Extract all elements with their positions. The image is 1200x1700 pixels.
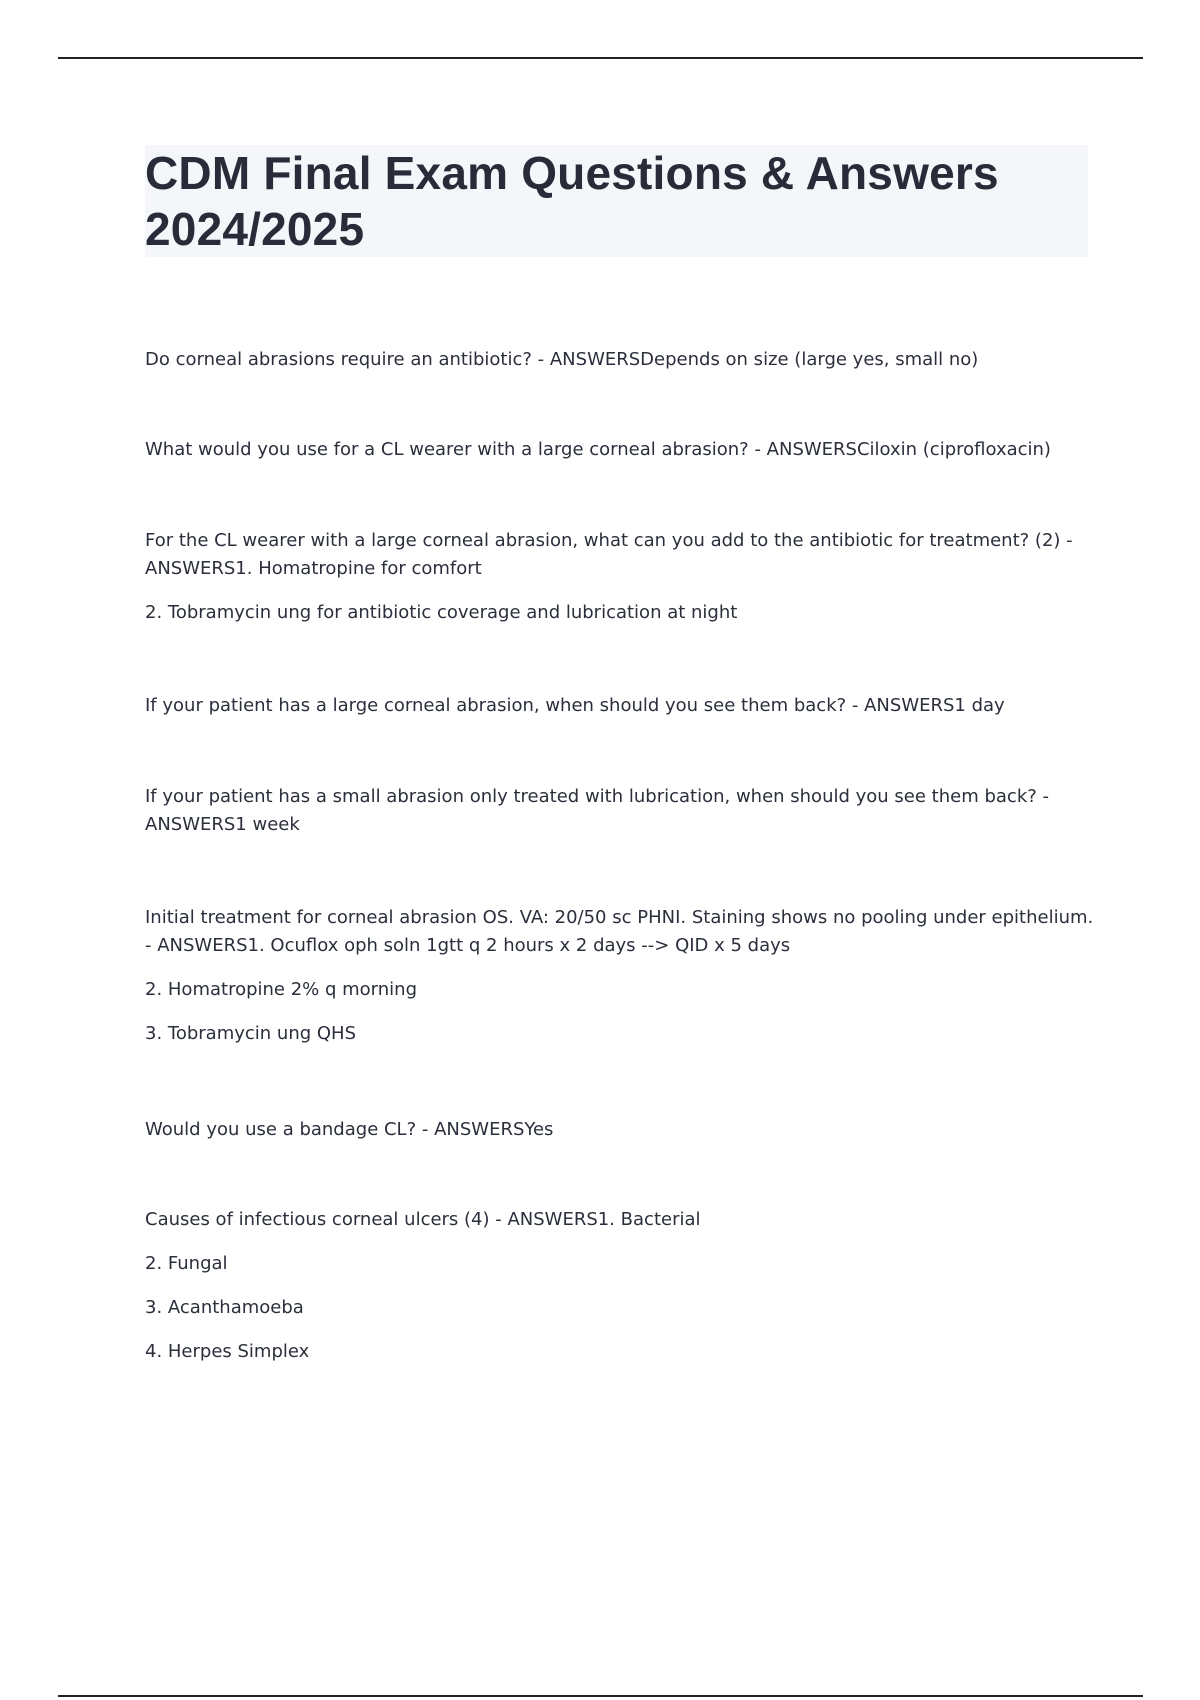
qa-item-7	[145, 1116, 553, 1144]
qa-line: Do corneal abrasions require an antibiotic? - ANSWERSDepends on size (large yes, small no)	[145, 349, 979, 370]
qa-line: 2. Homatropine 2% q morning	[145, 979, 418, 1000]
qa-item-3	[145, 527, 1095, 627]
qa-line: Would you use a bandage CL? - ANSWERSYes	[145, 1119, 554, 1140]
qa-item-1	[145, 346, 978, 374]
qa-line: For the CL wearer with a large corneal abrasion, what can you add to the antibiotic for treatment? (2) - ANSWERS1. Homatropine for comfort	[145, 530, 1073, 579]
bottom-rule	[58, 1695, 1143, 1697]
qa-item-6	[145, 904, 1095, 1048]
qa-item-4	[145, 692, 1005, 720]
qa-line: 4. Herpes Simplex	[145, 1341, 310, 1362]
qa-line: 3. Acanthamoeba	[145, 1297, 304, 1318]
qa-line: If your patient has a small abrasion only treated with lubrication, when should you see them back? - ANSWERS1 week	[145, 786, 1050, 835]
title-banner	[145, 145, 1088, 257]
qa-item-2	[145, 436, 1051, 464]
document-title: CDM Final Exam Questions & Answers 2024/2025	[145, 147, 999, 255]
qa-line: 2. Fungal	[145, 1253, 228, 1274]
qa-line: Causes of infectious corneal ulcers (4) - ANSWERS1. Bacterial	[145, 1209, 701, 1230]
qa-line: 3. Tobramycin ung QHS	[145, 1023, 357, 1044]
qa-line: What would you use for a CL wearer with a large corneal abrasion? - ANSWERSCiloxin (ciprofloxacin)	[145, 439, 1051, 460]
qa-line: If your patient has a large corneal abrasion, when should you see them back? - ANSWERS1 day	[145, 695, 1005, 716]
qa-item-8	[145, 1206, 701, 1366]
qa-item-5	[145, 783, 1095, 839]
qa-line: 2. Tobramycin ung for antibiotic coverage and lubrication at night	[145, 602, 738, 623]
top-rule	[58, 57, 1143, 59]
qa-line: Initial treatment for corneal abrasion OS. VA: 20/50 sc PHNI. Staining shows no pooling under epithelium. - ANSWERS1. Ocuflox oph soln 1gtt q 2 hours x 2 days --> QID x 5 days	[145, 907, 1094, 956]
